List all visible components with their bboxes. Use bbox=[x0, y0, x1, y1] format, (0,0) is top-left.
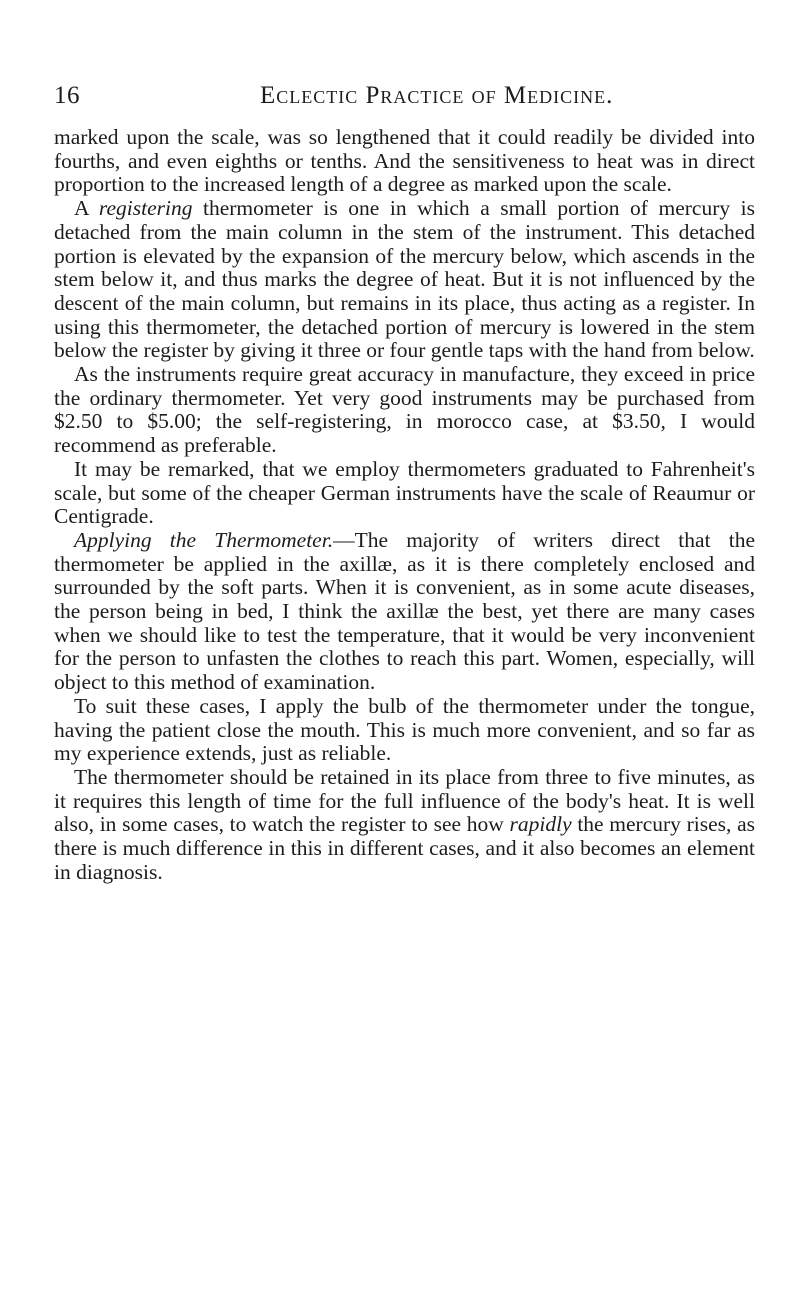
paragraph-text: —The majority of writers direct that the thermometer be applied in the axillæ, as it is there completely enclosed and surrounded by the soft parts. When it is convenient, as in some acute diseases, the person being in bed, I think the axillæ the best, yet there are many cases when we should like to test the temperature, that it would be very inconvenient for the person to unfasten the clothes to reach this part. Women, especially, will object to this method of examination. bbox=[54, 527, 755, 695]
paragraph-lead: A bbox=[74, 196, 89, 221]
paragraph-text: the mercury rises, as there is much difference in this in different cases, and it also becomes an element in diagnosis. bbox=[54, 812, 756, 884]
paragraph-text: marked upon the scale, was so lengthened that it could readily be divided into fourths, and even eighths or tenths. And the sensitiveness to heat was in direct proportion to the increased length of a degree as marked upon the scale. bbox=[54, 125, 755, 197]
paragraph-text: To suit these cases, I apply the bulb of the thermometer under the tongue, having the patient close the mouth. This is much more convenient, and so far as my experience extends, just as reliable. bbox=[54, 693, 755, 766]
paragraph-text: It may be remarked, that we employ thermometers graduated to Fahrenheit's scale, but some of the cheaper German instruments have the scale of Reaumur or Centigrade. bbox=[54, 456, 755, 529]
italic-heading-applying: Applying the Thermometer. bbox=[74, 527, 334, 552]
body-text bbox=[54, 126, 755, 885]
italic-term-rapidly: rapidly bbox=[509, 812, 572, 837]
italic-term-registering: registering bbox=[98, 196, 193, 221]
page-number: 16 bbox=[54, 82, 80, 109]
paragraph-registering-thermometer bbox=[54, 197, 755, 363]
paragraph-scale-continuation bbox=[54, 126, 755, 197]
running-title: Eclectic Practice of Medicine. bbox=[260, 82, 614, 109]
paragraph-applying-thermometer bbox=[54, 529, 755, 695]
paragraph-retention-time bbox=[54, 766, 755, 885]
paragraph-instrument-prices bbox=[54, 363, 755, 458]
running-head bbox=[54, 80, 754, 112]
paragraph-under-tongue bbox=[54, 695, 755, 766]
paragraph-text: As the instruments require great accuracy in manufacture, they exceed in price the ordinary thermometer. Yet very good instruments may be purchased from $2.50 to $5.00; the self-registering, in morocco case, at $3.50, I would recommend as preferable. bbox=[54, 362, 755, 458]
paragraph-fahrenheit-scale bbox=[54, 458, 755, 529]
paragraph-text: The thermometer should be retained in its place from three to five minutes, as it requires this length of time for the full influence of the body's heat. It is well also, in some cases, to watch the register to see how bbox=[54, 764, 755, 837]
paragraph-text: thermometer is one in which a small portion of mercury is detached from the main column in the stem of the instrument. This detached portion is elevated by the expansion of the mercury below, which ascends in the stem below it, and thus marks the degree of heat. But it is not influenced by the descent of the main column, but remains in its place, thus acting as a register. In using this thermometer, the detached portion of mercury is lowered in the stem below the register by giving it three or four gentle taps with the hand from below. bbox=[54, 196, 756, 363]
